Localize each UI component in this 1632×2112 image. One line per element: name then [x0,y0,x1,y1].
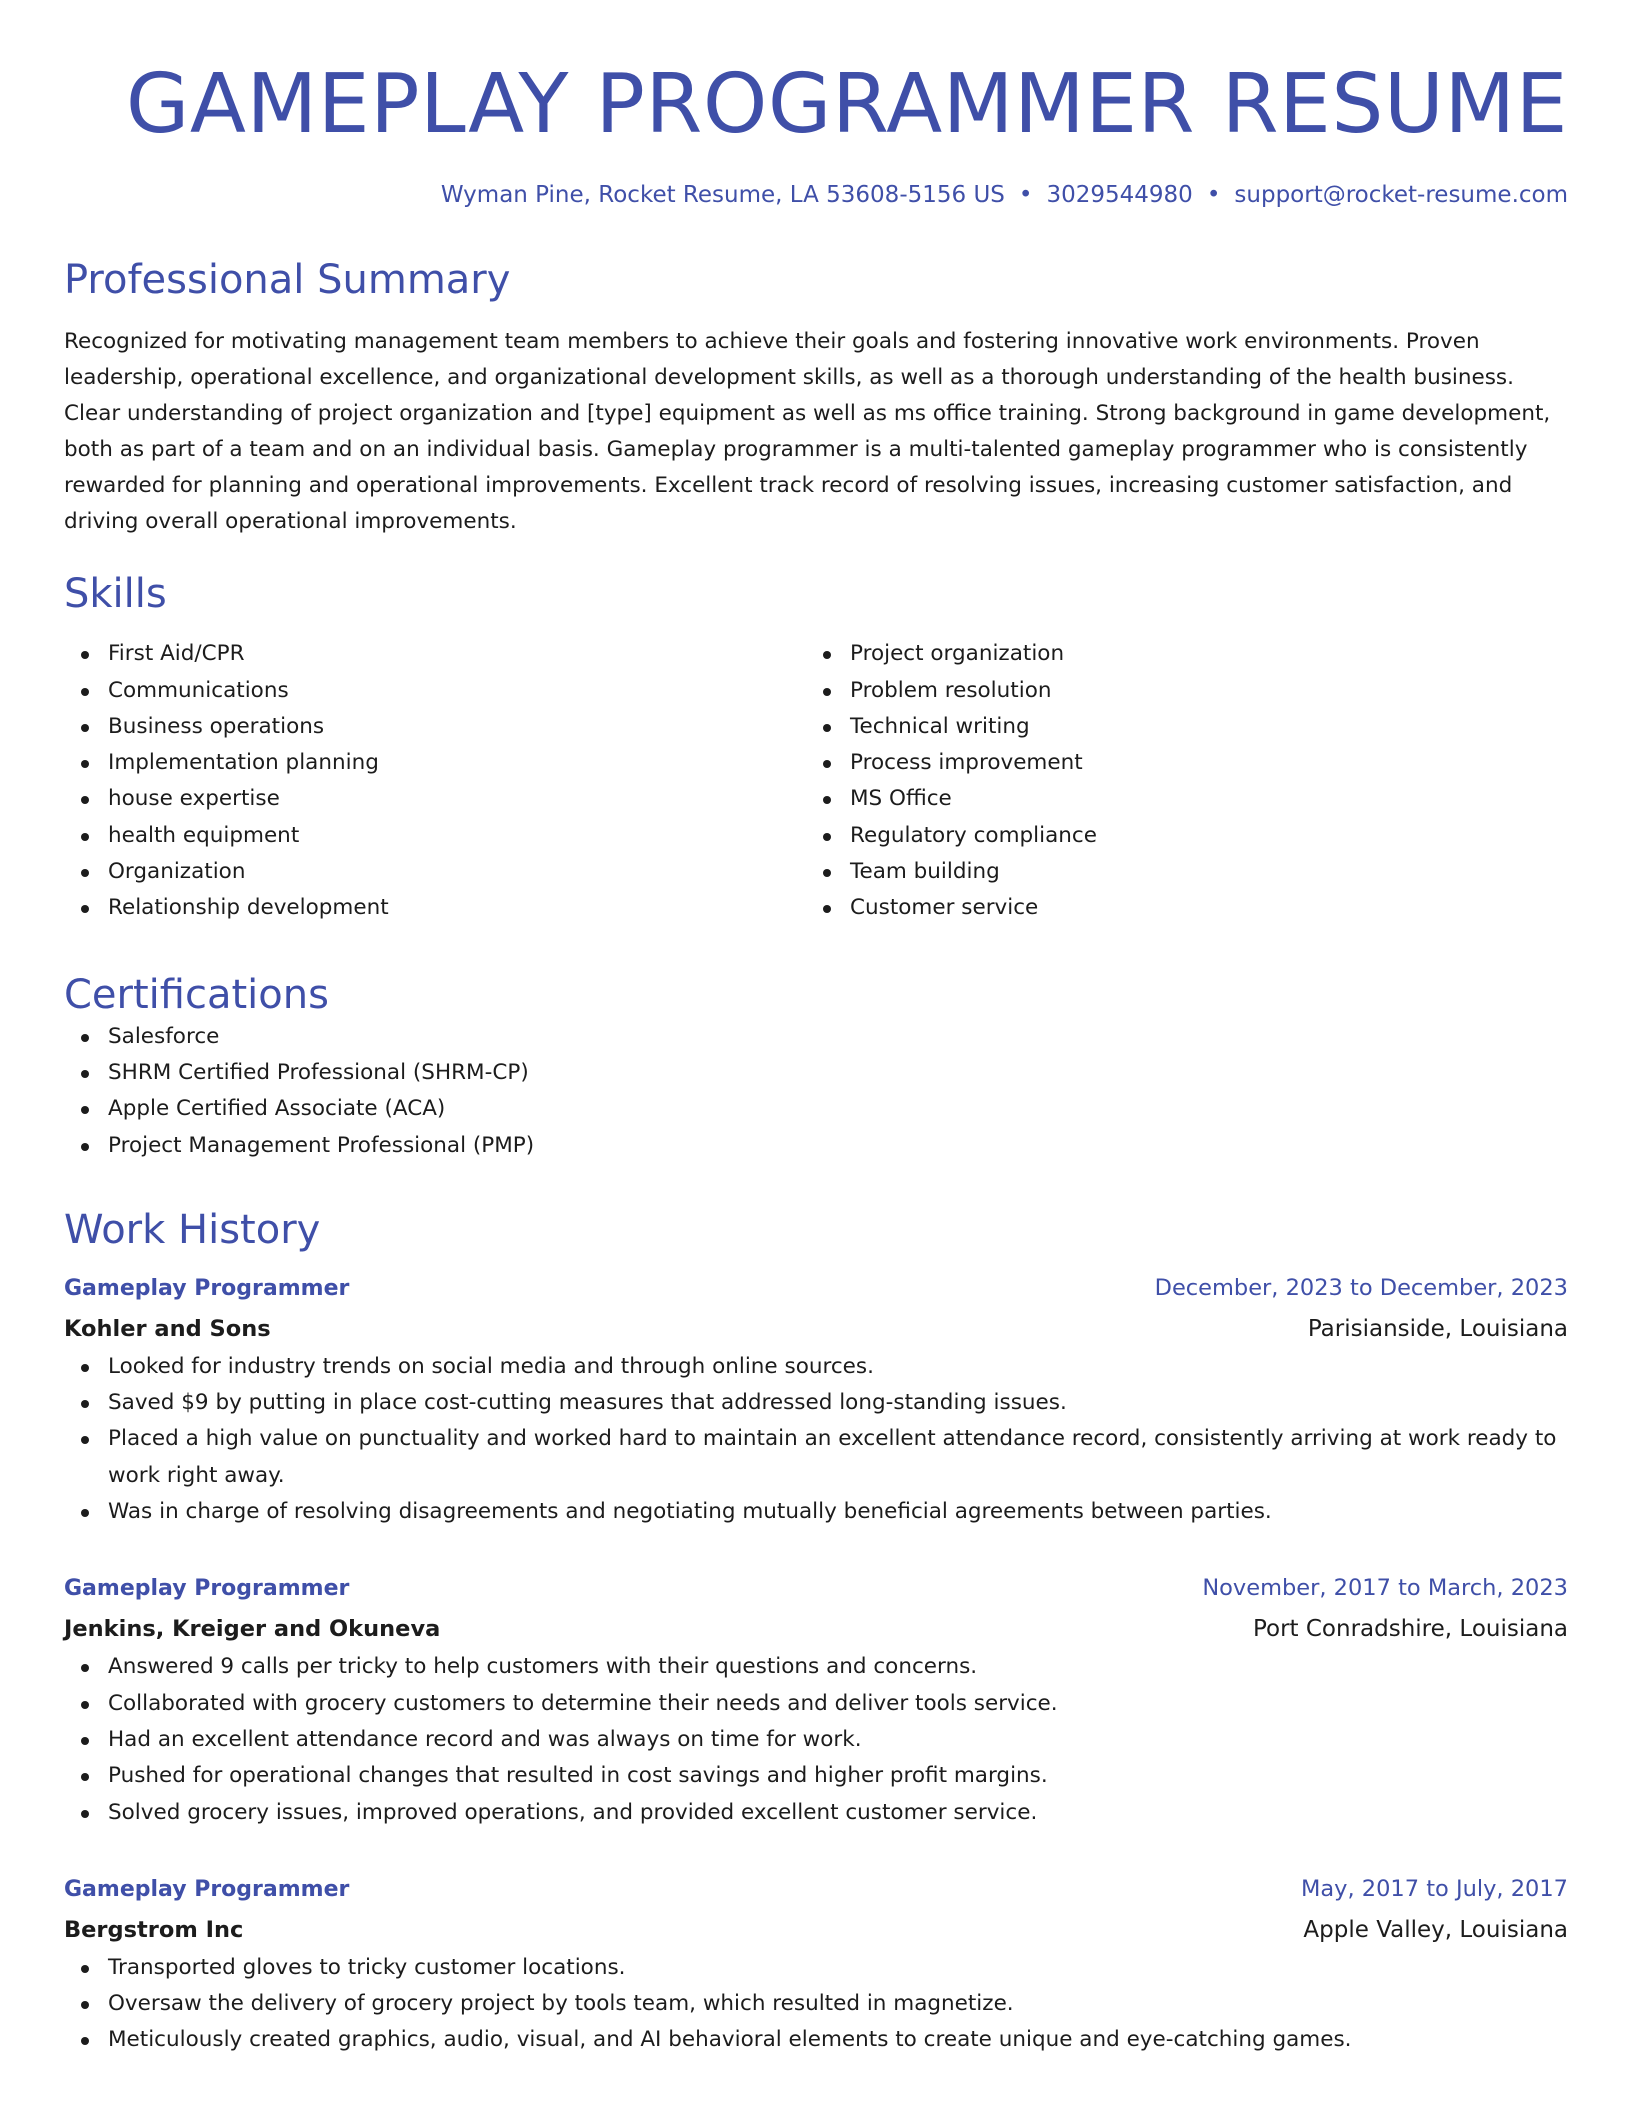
skill-item: Technical writing [806,709,1548,745]
job-title-row [64,1568,1568,1609]
skill-item: house expertise [64,781,806,817]
skill-item: Implementation planning [64,745,806,781]
job-bullet: Looked for industry trends on social media and through online sources. [64,1349,1568,1385]
skills-list-left [64,636,806,926]
skill-item: health equipment [64,818,806,854]
summary-heading: Professional Summary [64,257,511,304]
certification-item: Salesforce [64,1019,1568,1055]
skill-item: Customer service [806,890,1548,926]
skills-grid [64,636,1568,926]
resume-title: GAMEPLAY PROGRAMMER RESUME [125,57,1568,152]
work-history-section [64,1206,1568,2059]
skills-list-right [806,636,1548,926]
job-company-row [64,1910,1568,1950]
certifications-section [64,971,1568,1164]
contact-separator: • [1018,182,1033,209]
job-bullet: Answered 9 calls per tricky to help customers with their questions and concerns. [64,1649,1568,1685]
job-dates: May, 2017 to July, 2017 [1300,1875,1568,1902]
skill-item: Organization [64,854,806,890]
job-title-row [64,1869,1568,1910]
certification-item: Apple Certified Associate (ACA) [64,1091,1568,1127]
skill-item: Process improvement [806,745,1548,781]
job-company-row [64,1609,1568,1649]
skills-column-right [806,636,1548,926]
skill-item: Business operations [64,709,806,745]
job-bullet: Pushed for operational changes that resulted in cost savings and higher profit margins. [64,1758,1568,1794]
skill-item: Project organization [806,636,1548,672]
work-history-heading: Work History [64,1206,321,1253]
job-bullet: Saved $9 by putting in place cost-cutting measures that addressed long-standing issues. [64,1385,1568,1421]
contact-email: support@rocket-resume.com [1234,182,1568,209]
job-dates: December, 2023 to December, 2023 [1154,1274,1568,1301]
job-bullet: Oversaw the delivery of grocery project by tools team, which resulted in magnetize. [64,1986,1568,2022]
job-bullet: Transported gloves to tricky customer locations. [64,1950,1568,1986]
job-bullet: Solved grocery issues, improved operations, and provided excellent customer service. [64,1795,1568,1831]
job-bullet: Was in charge of resolving disagreements and negotiating mutually beneficial agreements between parties. [64,1494,1568,1530]
certification-item: SHRM Certified Professional (SHRM-CP) [64,1055,1568,1091]
summary-section [64,256,1568,540]
job-title: Gameplay Programmer [64,1876,350,1902]
skill-item: Team building [806,854,1548,890]
job-bullet-list [64,1349,1568,1530]
job-company: Kohler and Sons [64,1315,271,1342]
job-title: Gameplay Programmer [64,1275,350,1301]
job-entry [64,1568,1568,1830]
job-title: Gameplay Programmer [64,1576,350,1602]
job-bullet: Placed a high value on punctuality and worked hard to maintain an excellent attendance record, consistently arriving at work ready to work right away. [64,1421,1568,1494]
job-company: Bergstrom Inc [64,1916,244,1943]
skill-item: Problem resolution [806,673,1548,709]
contact-address: Wyman Pine, Rocket Resume, LA 53608-5156 US [440,182,1005,209]
job-title-row [64,1268,1568,1309]
skill-item: Relationship development [64,890,806,926]
job-bullet: Meticulously created graphics, audio, visual, and AI behavioral elements to create unique and eye-catching games. [64,2022,1568,2058]
contact-line [64,182,1568,208]
certifications-list [64,1019,1568,1164]
job-bullet-list [64,1950,1568,2059]
skills-heading: Skills [64,571,167,618]
job-bullet: Had an excellent attendance record and was always on time for work. [64,1722,1568,1758]
skills-section [64,570,1568,926]
skill-item: MS Office [806,781,1548,817]
job-company-row [64,1309,1568,1349]
summary-text: Recognized for motivating management team members to achieve their goals and fostering innovative work environments. Proven leadership, operational excellence, and organizational development skills, as well as a thorough understanding of the health business. Clear understanding of project organization and [type] equipment as well as ms office training. Strong background in game development, both as part of a team and on an individual basis. Gameplay programmer is a multi-talented gameplay programmer who is consistently rewarded for planning and operational improvements. Excellent track record of resolving issues, increasing customer satisfaction, and driving overall operational improvements. [64,329,1551,535]
job-company: Jenkins, Kreiger and Okuneva [64,1616,441,1643]
job-entry [64,1869,1568,2059]
job-location: Port Conradshire, Louisiana [1252,1616,1568,1643]
skill-item: Regulatory compliance [806,818,1548,854]
job-bullet: Collaborated with grocery customers to determine their needs and deliver tools service. [64,1686,1568,1722]
certifications-heading: Certifications [64,971,329,1018]
job-dates: November, 2017 to March, 2023 [1202,1575,1568,1602]
job-location: Parisianside, Louisiana [1307,1315,1568,1342]
contact-phone: 3029544980 [1046,182,1193,209]
skills-column-left [64,636,806,926]
job-location: Apple Valley, Louisiana [1303,1916,1568,1943]
resume-page [64,44,1568,2059]
certification-item: Project Management Professional (PMP) [64,1128,1568,1164]
job-bullet-list [64,1649,1568,1830]
job-entry [64,1268,1568,1530]
skill-item: Communications [64,673,806,709]
contact-separator: • [1206,182,1221,209]
skill-item: First Aid/CPR [64,636,806,672]
